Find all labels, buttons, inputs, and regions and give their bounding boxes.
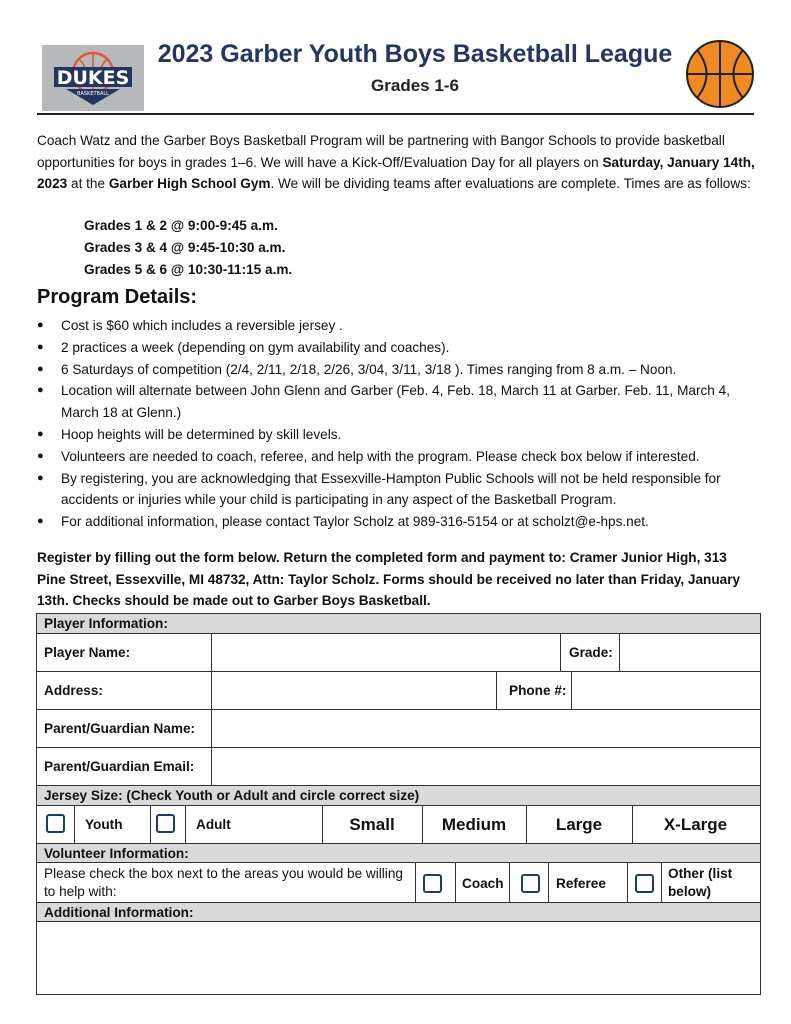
divider (627, 863, 628, 902)
divider (185, 806, 186, 843)
youth-label: Youth (85, 817, 123, 832)
adult-label: Adult (196, 817, 231, 832)
other-label: Other (list below) (668, 866, 733, 899)
address-field[interactable] (212, 671, 496, 709)
header-divider (37, 113, 754, 115)
list-item: ● Cost is $60 which includes a reversible jersey . (37, 315, 759, 337)
parent-name-field[interactable] (212, 709, 759, 747)
grade-label: Grade: (569, 645, 613, 660)
player-info-header: Player Information: (37, 614, 760, 634)
list-item: ● By registering, you are acknowledging that Essexville-Hampton Public Schools will not be held responsible for accidents or injuries while your child is participating in any aspect of the Basketball Program. (37, 468, 759, 512)
phone-label: Phone #: (509, 683, 567, 698)
intro-paragraph (37, 130, 757, 195)
event-date: Saturday, January 14th, 2023 (37, 154, 755, 191)
divider (455, 863, 456, 902)
youth-checkbox[interactable] (46, 814, 65, 833)
dukes-logo (42, 45, 144, 111)
coach-checkbox[interactable] (423, 874, 442, 893)
divider (496, 671, 497, 709)
list-item: ● 6 Saturdays of competition (2/4, 2/11, 2/18, 2/26, 3/04, 3/11, 3/18 ). Times ranging from 8 a.m. – Noon. (37, 359, 759, 381)
address-label: Address: (44, 683, 103, 698)
list-item: ● For additional information, please contact Taylor Scholz at 989-316-5154 or at scholzt@e-hps.net. (37, 511, 759, 533)
referee-label: Referee (556, 876, 606, 891)
adult-checkbox[interactable] (156, 814, 175, 833)
logo-text: DUKES (56, 67, 130, 89)
size-small[interactable]: Small (349, 815, 395, 834)
additional-info-field[interactable] (37, 922, 759, 993)
event-location: Garber High School Gym (108, 176, 271, 191)
size-large[interactable]: Large (555, 815, 603, 834)
list-item: ● 2 practices a week (depending on gym availability and coaches). (37, 337, 759, 359)
parent-email-label: Parent/Guardian Email: (44, 759, 195, 774)
divider (560, 634, 561, 671)
divider (548, 863, 549, 902)
size-x-large[interactable]: X-Large (663, 815, 728, 834)
page-subtitle: Grades 1-6 (371, 76, 459, 95)
time-slot-2: Grades 3 & 4 @ 9:45-10:30 a.m. (84, 240, 286, 255)
list-item: ● Volunteers are needed to coach, referee, and help with the program. Please check box below if interested. (37, 446, 759, 468)
page-title: 2023 Garber Youth Boys Basketball League (157, 40, 673, 68)
intro-text-3: . We will be dividing teams after evaluations are complete. Times are as follows: (270, 176, 751, 191)
basketball-icon (684, 38, 756, 110)
volunteer-info-header: Volunteer Information: (37, 843, 760, 863)
additional-info-header: Additional Information: (37, 902, 760, 922)
time-slot-3: Grades 5 & 6 @ 10:30-11:15 a.m. (84, 262, 293, 277)
register-instructions: Register by filling out the form below. Return the completed form and payment to: Cramer Junior High, 313 Pine Street, Essexville, MI 48732, Attn: Taylor Scholz. Forms should be received no later than Friday, January 13th. Checks should be made out to Garber Boys Basketball. (37, 550, 741, 608)
intro-text-1: Coach Watz and the Garber Boys Basketball Program will be partnering with Bangor Schools to provide basketball opportunities for boys in grades 1–6. We will have a Kick-Off/Evaluation Day for all players on (37, 133, 725, 170)
list-item: ● Location will alternate between John Glenn and Garber (Feb. 4, Feb. 18, March 11 at Garber. Feb. 11, March 4, March 18 at Glenn.) (37, 380, 759, 424)
divider (661, 863, 662, 902)
jersey-size-header: Jersey Size: (Check Youth or Adult and circle correct size) (37, 785, 760, 806)
logo-subtext: BASKETBALL (77, 91, 109, 97)
registration-form (36, 613, 761, 995)
coach-label: Coach (462, 876, 504, 891)
intro-text-2: at the (67, 176, 109, 191)
program-details-heading: Program Details: (37, 286, 198, 308)
phone-field[interactable] (572, 671, 759, 709)
divider (74, 806, 75, 843)
divider (150, 806, 151, 843)
parent-email-field[interactable] (212, 747, 759, 785)
referee-checkbox[interactable] (521, 874, 540, 893)
divider (415, 863, 416, 902)
time-slot-1: Grades 1 & 2 @ 9:00-9:45 a.m. (84, 218, 278, 233)
divider (509, 863, 510, 902)
player-name-field[interactable] (212, 634, 560, 671)
other-checkbox[interactable] (635, 874, 654, 893)
volunteer-note: Please check the box next to the areas you would be willing to help with: (44, 866, 403, 899)
grade-field[interactable] (620, 634, 759, 671)
size-medium[interactable]: Medium (441, 815, 507, 834)
program-details-list (37, 315, 759, 533)
parent-name-label: Parent/Guardian Name: (44, 721, 196, 736)
player-name-label: Player Name: (44, 645, 131, 660)
list-item: ● Hoop heights will be determined by skill levels. (37, 424, 759, 446)
